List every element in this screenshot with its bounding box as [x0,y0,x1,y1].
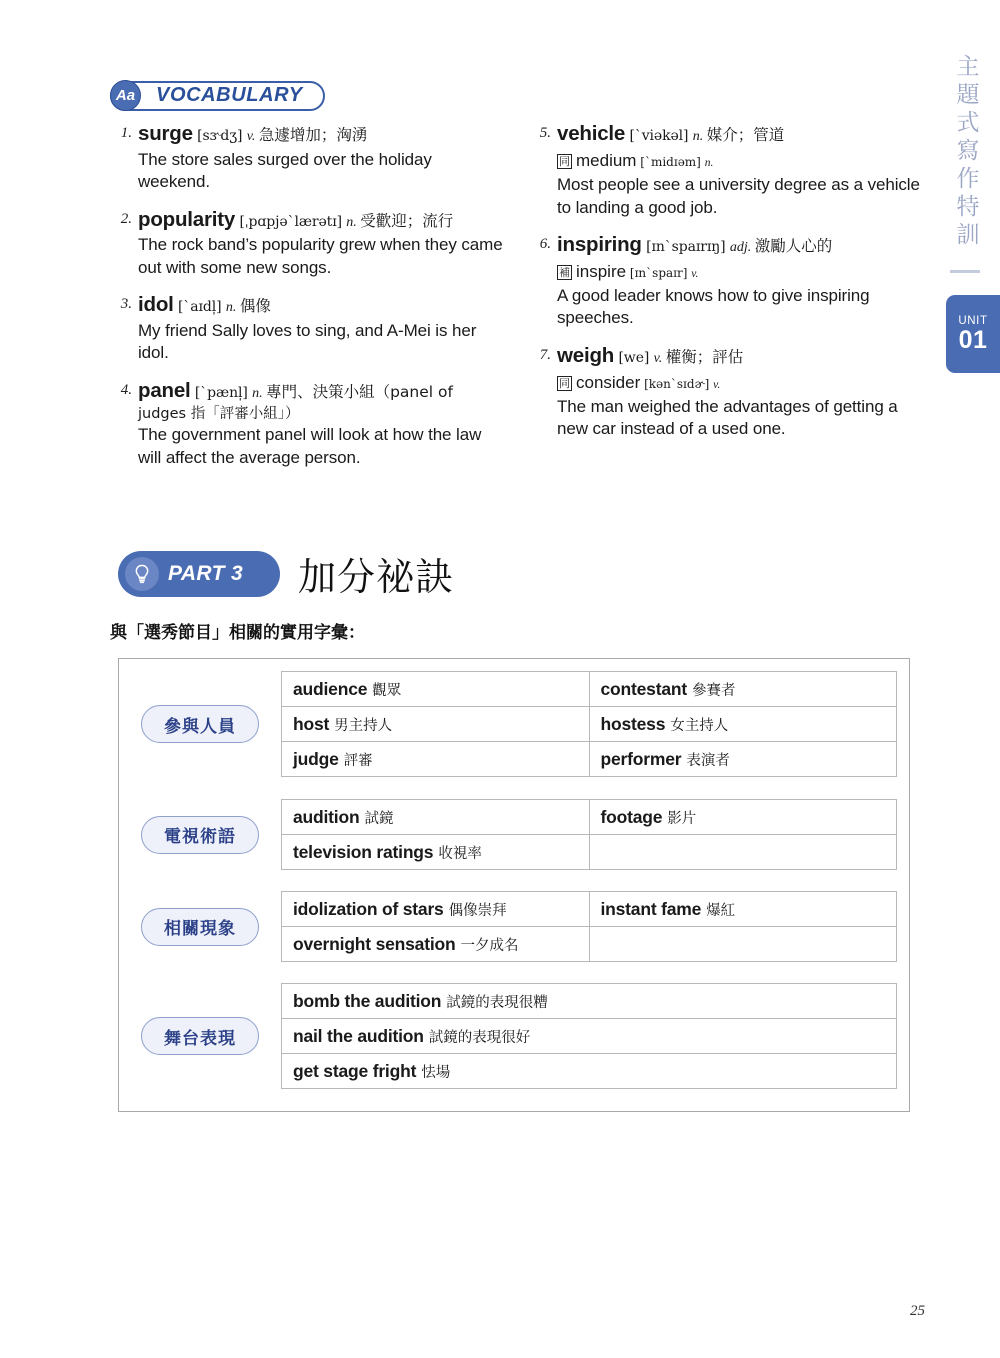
word-group-label: 參與人員 [141,705,259,743]
vocabulary-phonetic: [ˋaɪdl̩] [173,299,226,316]
part3-badge [118,551,280,597]
synonym-word: medium [576,150,637,170]
table-row [282,707,897,742]
word-group-table [281,671,897,777]
term-english: hostess [600,713,666,734]
vocabulary-translation: 媒介；管道 [706,126,785,144]
table-cell [282,707,590,742]
term-english: audition [293,806,360,827]
table-cell [282,742,590,777]
term-chinese: 表演者 [686,752,730,769]
term-chinese: 評審 [343,752,373,769]
vocabulary-synonym [557,371,922,395]
vocabulary-pos: v. [653,350,666,366]
vocabulary-word: popularity [138,207,236,231]
term-chinese: 影片 [667,810,697,827]
term-chinese: 觀眾 [372,682,402,699]
vocabulary-phonetic: [ˋpænl̩] [190,384,253,401]
table-cell [282,1019,897,1054]
term-chinese: 怯場 [421,1064,451,1081]
vocabulary-pos: v. [246,129,259,144]
vocabulary-word: panel [138,378,191,402]
table-cell [589,927,897,962]
vocabulary-column-left [112,120,503,481]
table-row [282,672,897,707]
vocabulary-translation-line2: judges 指「評審小組」） [138,406,300,423]
vocabulary-pos: n. [692,129,707,144]
term-chinese: 試鏡 [364,810,394,827]
vocabulary-entry-body [138,120,503,194]
table-cell [282,892,590,927]
vocabulary-label: VOCABULARY [156,84,303,106]
table-row [282,927,897,962]
term-chinese: 參賽者 [691,682,736,699]
word-table-frame [118,658,910,1112]
word-group-table [281,891,897,962]
unit-badge-word: UNIT [958,314,988,327]
term-chinese: 試鏡的表現很糟 [446,994,548,1011]
table-row [282,742,897,777]
vocabulary-list [112,120,922,481]
table-cell [282,800,590,835]
synonym-phonetic: [ɪnˋspaɪr] [626,265,692,280]
term-chinese: 收視率 [438,845,482,862]
vocabulary-entry-head [138,206,503,234]
word-group-table [281,983,897,1089]
aa-icon-text: Aa [115,87,136,104]
vocabulary-entry [531,120,922,219]
vocabulary-entry-number: 5. [539,125,551,141]
vocabulary-word: weigh [557,343,615,367]
part3-label: PART 3 [168,561,244,585]
vocabulary-example-sentence: The man weighed the advantages of getting a new car instead of a used one. [557,396,898,439]
unit-badge-number: 01 [958,326,988,355]
term-chinese: 爆紅 [706,902,736,919]
vocabulary-translation: 偶像 [239,297,271,316]
part3-heading: 加分祕訣 [298,555,455,599]
table-cell [589,742,897,777]
synonym-word: inspire [576,261,627,281]
unit-badge [946,295,1000,373]
table-row [282,800,897,835]
vocabulary-entry [112,291,503,365]
vocabulary-phonetic: [we] [614,349,654,366]
vocabulary-pos: n. [252,385,267,401]
table-row [282,835,897,870]
table-cell [589,892,897,927]
synonym-pos: v. [713,378,721,391]
vocabulary-entry [531,231,922,330]
vocabulary-entry-body [138,377,503,469]
synonym-marker-icon: 同 [559,376,570,390]
vocabulary-entry-number: 4. [120,381,132,398]
word-group [141,983,897,1089]
synonym-pos: n. [704,156,714,169]
vocabulary-phonetic: [ˌpɑpjəˋlærətɪ] [235,213,347,230]
vocabulary-synonym [557,149,922,173]
vocabulary-word: idol [138,293,174,317]
table-row [282,1019,897,1054]
vocabulary-example-sentence: The store sales surged over the holiday weekend. [138,149,432,192]
vocabulary-entry-head [557,342,922,370]
term-chinese: 男主持人 [334,717,393,734]
word-group-label: 舞台表現 [141,1017,259,1055]
vocabulary-translation: 激勵人心的 [754,236,833,255]
part3-subtitle: 與「選秀節目」相關的實用字彙： [110,623,365,643]
term-english: overnight sensation [293,933,456,954]
vocabulary-example-sentence: My friend Sally loves to sing, and A-Mei is her idol. [138,320,477,363]
vocabulary-entry-number: 2. [120,210,132,227]
vocabulary-entry [112,120,503,194]
vocabulary-header [110,79,325,112]
vocabulary-entry-body [138,291,503,365]
term-english: get stage fright [293,1060,417,1081]
vocabulary-word: vehicle [557,122,626,145]
term-chinese: 試鏡的表現很好 [428,1029,531,1046]
table-row [282,892,897,927]
table-cell [589,800,897,835]
synonym-word: consider [576,372,641,392]
term-chinese: 女主持人 [670,717,729,734]
part3-header [118,546,454,601]
table-row [282,1054,897,1089]
vocabulary-entry-head [138,377,503,405]
term-chinese: 一夕成名 [460,937,519,954]
page-number: 25 [910,1303,925,1319]
vocabulary-pos: adj. [729,239,755,255]
synonym-phonetic: [ˋmidɪəm] [636,154,705,169]
term-english: host [293,713,330,734]
vocabulary-example-sentence: The government panel will look at how the law will affect the average person. [138,425,482,467]
term-english: audience [293,678,368,699]
synonym-pos: v. [691,267,699,280]
term-english: footage [600,806,663,827]
vocabulary-translation: 急遽增加；洶湧 [258,126,368,144]
vocabulary-pill [110,81,325,111]
word-group-label: 相關現象 [141,908,259,946]
term-english: television ratings [293,841,434,862]
term-english: contestant [600,678,687,699]
vocabulary-phonetic: [ɪnˋspaɪrɪŋ] [641,238,730,255]
vocabulary-phonetic: [sɝdʒ] [192,128,247,144]
term-english: judge [293,748,339,769]
vocabulary-entry [531,342,922,441]
word-group [141,671,897,777]
vocabulary-translation: 受歡迎；流行 [360,211,454,230]
vocabulary-entry-number: 7. [539,346,551,363]
vocabulary-entry-body [557,120,922,219]
vocabulary-entry-head [557,120,922,148]
vocabulary-translation: 權衡；評估 [665,347,744,366]
table-cell [282,927,590,962]
vocabulary-column-right [531,120,922,481]
table-row [282,984,897,1019]
vocabulary-translation: 專門、決策小組（panel of [266,382,453,401]
word-group-label: 電視術語 [141,816,259,854]
vocabulary-entry-body [557,231,922,330]
vocabulary-example-sentence: The rock band’s popularity grew when they came out with some new songs. [138,235,503,277]
vocabulary-entry [112,377,503,469]
table-cell [589,835,897,870]
term-english: idolization of stars [293,898,444,919]
table-cell [589,672,897,707]
vocabulary-entry [112,206,503,280]
vocabulary-phonetic: [ˋviəkəl] [625,128,693,144]
term-english: performer [600,748,682,769]
table-cell [282,984,897,1019]
synonym-phonetic: [kənˋsɪdɚ] [640,376,714,391]
vocabulary-entry-body [138,206,503,280]
vocabulary-entry-head [557,231,922,259]
vocabulary-entry-number: 3. [120,296,132,313]
vocabulary-entry-head [138,120,503,148]
synonym-marker-icon: 補 [559,265,570,279]
word-group-table [281,799,897,870]
vocabulary-pos: n. [225,300,240,316]
term-english: instant fame [600,898,702,919]
vocabulary-synonym [557,260,922,284]
vocabulary-entry-head [138,291,503,319]
term-english: bomb the audition [293,990,442,1011]
vocabulary-word: surge [138,122,193,145]
vocabulary-pos: n. [346,214,361,230]
vocabulary-entry-number: 1. [120,125,132,141]
table-cell [589,707,897,742]
lightbulb-icon [125,557,159,591]
aa-icon [110,80,141,111]
table-cell [282,1054,897,1089]
vocabulary-word: inspiring [557,232,642,256]
side-tab-divider [950,270,980,273]
synonym-marker-icon: 同 [559,154,570,168]
table-cell [282,672,590,707]
side-tab [930,40,1000,435]
vocabulary-entry-body [557,342,922,441]
word-group [141,891,897,962]
table-cell [282,835,590,870]
term-chinese: 偶像崇拜 [448,902,507,919]
vocabulary-entry-number: 6. [539,235,551,252]
vocabulary-example-sentence: Most people see a university degree as a vehicle to landing a good job. [557,175,920,217]
word-group [141,799,897,870]
vocabulary-example-sentence: A good leader knows how to give inspiring speeches. [557,286,870,328]
side-tab-title: 主題式寫作特訓 [952,54,979,250]
term-english: nail the audition [293,1025,424,1046]
